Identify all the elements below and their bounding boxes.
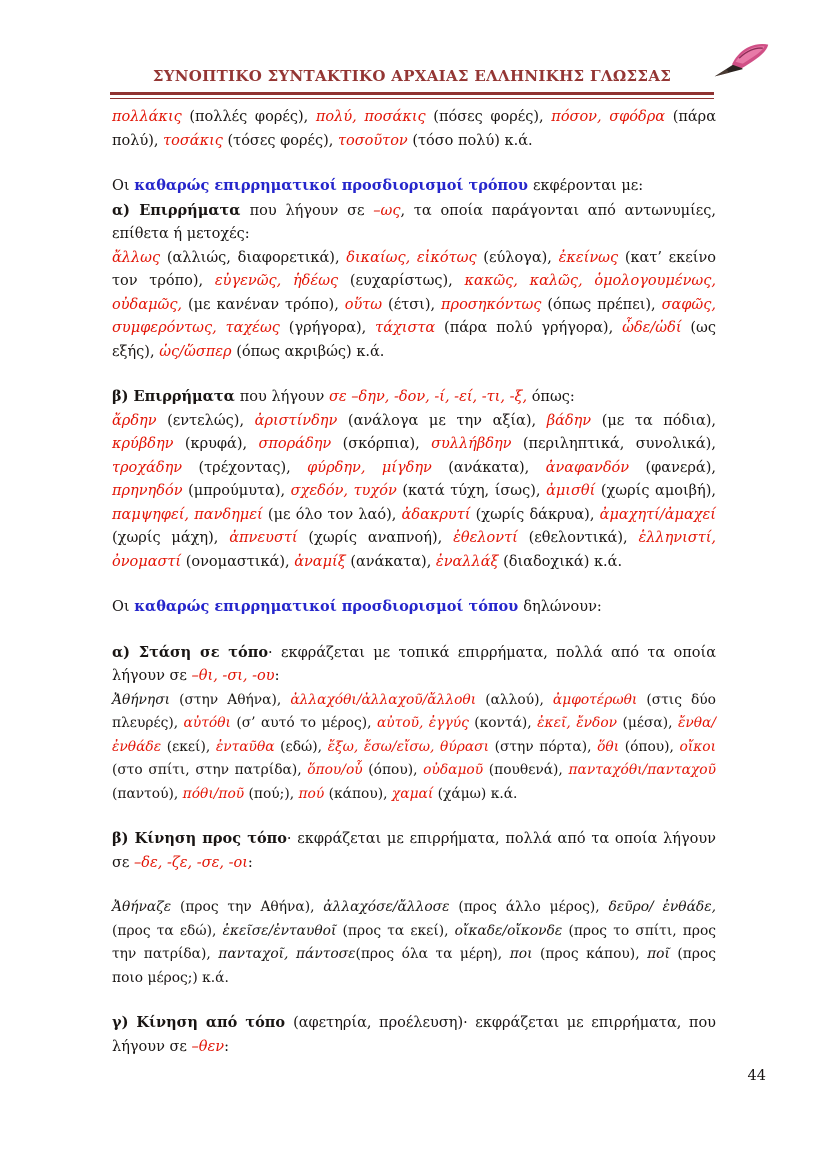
text-run: ἐκείνως [558, 249, 625, 266]
text-run: (με όλο τον λαό), [267, 506, 402, 523]
text-run: ἐκεῖσε/ἐνταυθοῖ [222, 922, 343, 939]
page-header [110, 0, 714, 99]
text-run: τοσοῦτον [337, 132, 413, 149]
text-run: ὡς/ὥσπερ [159, 343, 237, 360]
text-run: τροχάδην [112, 459, 199, 476]
text-run: ἐθελοντί [453, 530, 529, 546]
text-run: (γρήγορα), [288, 320, 376, 336]
text-run: ποῖ [647, 946, 678, 962]
text-run: ποι [509, 946, 540, 962]
text-run: ἀμαχητί/ἀμαχεί [599, 506, 716, 523]
text-run: (όπου), [368, 762, 424, 778]
text-run: (ανάκατα), [350, 553, 436, 570]
text-run: ἀλλαχόσε/ἄλλοσε [323, 899, 459, 915]
text-run: (με κανέναν τρόπο), [187, 296, 345, 313]
text-run: (προς τα εκεί), [342, 922, 455, 939]
text-run: (εκεί), [166, 738, 216, 755]
paragraph [112, 641, 716, 689]
text-run: (προς την Αθήνα), [179, 899, 324, 915]
text-run: Οι [112, 178, 135, 194]
paragraph [112, 106, 716, 153]
paragraph [112, 827, 716, 875]
text-run: –ως [373, 202, 401, 219]
text-run: (χωρίς δάκρυα), [475, 506, 600, 523]
text-run: (στις δύο πλευρές), [112, 691, 716, 731]
text-run: ἀλλαχόθι/ἀλλαχοῦ/ἄλλοθι [290, 691, 486, 708]
text-run: (στην Αθήνα), [179, 691, 291, 708]
text-run: προσηκόντως [441, 296, 548, 313]
text-run: ἀδακρυτί [401, 506, 476, 523]
text-run: (αφετηρία, προέλευση)· εκφράζεται με επιρρήματα, που λήγουν σε [112, 1015, 716, 1055]
text-run: (μέσα), [622, 715, 678, 731]
text-run: (κρυφά), [184, 436, 259, 452]
text-run: –θι, -σι, -ου [191, 668, 275, 684]
text-run: ἑλληνιστί, ὀνομαστί [112, 530, 717, 570]
text-run: ἐκεῖ, ἔνδον [537, 715, 623, 731]
text-run: τοσάκις [163, 132, 228, 149]
text-run: · εκφράζεται με τοπικά επιρρήματα, πολλά από τα οποία λήγουν σε [112, 644, 717, 684]
text-run: ἀμισθί [546, 483, 601, 499]
text-run: δηλώνουν: [523, 599, 602, 615]
text-run: , τα οποία παράγονται από αντωνυμίες, επίθετα ή μετοχές: [112, 202, 717, 242]
text-run: (τρέχοντας), [198, 459, 308, 476]
text-run: εὐγενῶς, ἡδέως [214, 273, 350, 289]
text-run: (ευχαρίστως), [349, 273, 465, 289]
text-run: γ) Κίνηση από τόπο [112, 1014, 294, 1031]
text-run: (κατ’ εκείνο τον τρόπο), [112, 249, 716, 289]
text-run: αὐτόθι [183, 715, 237, 731]
text-run: (προς το σπίτι, προς την πατρίδα), [112, 922, 716, 962]
text-run: (εθελοντικά), [528, 530, 639, 546]
text-run: ἀμφοτέρωθι [552, 691, 647, 708]
text-run: (σ’ αυτό το μέρος), [236, 715, 377, 731]
text-run: (πόσες φορές), [433, 109, 552, 125]
text-run: κρύβδην [112, 436, 185, 452]
text-run: (κοντά), [474, 715, 538, 731]
text-run: (μπρούμυτα), [188, 483, 291, 499]
text-run: (πουθενά), [488, 762, 569, 778]
text-run: ὅθι [597, 738, 625, 755]
text-run: συλλήβδην [431, 436, 523, 452]
text-run: οὐδαμοῦ [423, 762, 489, 778]
text-run: οἴκοι [679, 738, 717, 755]
text-run: εκφέρονται με: [532, 178, 644, 194]
text-run: (παντού), [112, 785, 183, 802]
text-run: (τόσες φορές), [227, 132, 338, 149]
text-run: : [224, 1038, 229, 1055]
text-run: ὧδε/ὡδί [622, 320, 691, 336]
text-run: φύρδην, μίγδην [307, 459, 449, 476]
page-number: 44 [747, 1068, 766, 1084]
text-run: (όπως πρέπει), [547, 296, 662, 313]
text-run: (ως εξής), [112, 320, 716, 360]
text-run: δικαίως, εἰκότως [346, 249, 484, 266]
text-run: Ἀθήναζε [112, 899, 180, 915]
text-run: ἄρδην [112, 412, 168, 429]
text-run: (προς τα εδώ), [112, 922, 223, 939]
text-run: ἐνταῦθα [215, 738, 281, 755]
text-run: α) Στάση σε τόπο [112, 643, 269, 661]
text-run: ἀπνευστί [229, 530, 309, 546]
text-run: (χωρίς αμοιβή), [600, 483, 716, 499]
text-run: (με τα πόδια), [601, 412, 717, 429]
paragraph [112, 385, 716, 410]
text-run: (όπως ακριβώς) κ.ά. [236, 343, 385, 360]
text-run: αὐτοῦ, ἐγγύς [376, 715, 475, 731]
text-run: (ανάκατα), [448, 459, 546, 476]
paragraph [112, 896, 716, 990]
text-run: πανταχοῖ, πάντοσε [218, 946, 356, 962]
text-run: (περιληπτικά, συνολικά), [522, 436, 716, 452]
text-run: που λήγουν [239, 389, 329, 405]
text-run: (φανερά), [645, 459, 716, 476]
text-run: οὕτω [344, 296, 389, 313]
text-run: ὅπου/οὗ [307, 762, 369, 778]
text-run: (προς άλλο μέρος), [458, 899, 609, 915]
text-run: (όπου), [624, 738, 680, 755]
text-run: (χάμω) κ.ά. [437, 785, 518, 802]
text-run: καθαρώς επιρρηματικοί προσδιορισμοί τόπου [134, 598, 524, 615]
text-run: που λήγουν σε [249, 202, 374, 219]
text-run: (στο σπίτι, στην πατρίδα), [112, 762, 308, 778]
paragraph [112, 174, 716, 199]
text-run: κακῶς, καλῶς, ὁμολογουμένως, οὐδαμῶς, [112, 273, 716, 313]
writing-hand-pen-logo-icon [712, 40, 770, 80]
text-run: βάδην [546, 412, 602, 429]
text-run: δεῦρο/ ἐνθάδε, [608, 899, 716, 915]
text-run: οἴκαδε/οἴκονδε [454, 922, 569, 939]
text-run: πόσον, σφόδρα [551, 109, 673, 125]
document-title: ΣΥΝΟΠΤΙΚΟ ΣΥΝΤΑΚΤΙΚΟ ΑΡΧΑΙΑΣ ΕΛΛΗΝΙΚΗΣ ΓΛΩΣΣΑΣ [152, 67, 672, 85]
text-run: ἔνθα/ἐνθάδε [112, 715, 717, 755]
text-run: (αλλιώς, διαφορετικά), [166, 249, 347, 266]
text-run: καθαρώς επιρρηματικοί προσδιορισμοί τρόπου [134, 177, 533, 194]
text-run: (στην πόρτα), [494, 738, 598, 755]
text-run: όπως: [531, 389, 575, 405]
text-run: (έτσι), [388, 296, 442, 313]
paragraph [112, 689, 716, 807]
paragraph [112, 595, 716, 620]
text-run: (ανάλογα με την αξία), [347, 412, 547, 429]
paragraph [112, 199, 716, 247]
text-run: ἄλλως [112, 249, 167, 266]
paragraph [112, 247, 716, 365]
text-run: πρηνηδόν [112, 483, 189, 499]
text-run: (χωρίς μάχη), [112, 530, 230, 546]
text-run: (τόσο πολύ) κ.ά. [412, 132, 533, 149]
text-run: α) Επιρρήματα [112, 201, 250, 219]
text-run: (εδώ), [280, 738, 328, 755]
text-run: : [274, 668, 280, 684]
text-run: ἀναμίξ [294, 553, 351, 570]
text-run: (πάρα πολύ), [112, 109, 716, 149]
text-run: (χωρίς αναπνοή), [308, 530, 454, 546]
text-run: (πολλές φορές), [189, 109, 316, 125]
text-run: πόθι/ποῦ [182, 785, 249, 802]
text-run: πανταχόθι/πανταχοῦ [568, 762, 716, 778]
text-run: –θεν [191, 1038, 225, 1055]
text-run: ἐναλλάξ [435, 553, 504, 570]
paragraph [112, 1011, 716, 1059]
text-run: χαμαί [391, 785, 438, 802]
text-run: (σκόρπια), [342, 436, 432, 452]
text-run: (κατά τύχη, ίσως), [402, 483, 547, 499]
text-run: · εκφράζεται με επιρρήματα, πολλά από τα οποία λήγουν σε [112, 831, 716, 871]
text-run: (διαδοχικά) κ.ά. [503, 553, 623, 570]
text-run: Ἀθήνησι [112, 691, 180, 708]
text-run: (πού;), [248, 785, 299, 802]
text-run: (εύλογα), [483, 249, 559, 266]
text-run: σαφῶς, συμφερόντως, ταχέως [112, 296, 716, 336]
text-run: β) Κίνηση προς τόπο [112, 830, 287, 847]
text-run: πού [298, 785, 329, 802]
text-run: πολύ, ποσάκις [315, 109, 434, 125]
title-row [110, 0, 714, 85]
text-run: πολλάκις [112, 109, 190, 125]
paragraph [112, 410, 716, 575]
text-run: (εντελώς), [167, 412, 255, 429]
text-run: σχεδόν, τυχόν [290, 483, 403, 499]
header-divider [110, 92, 714, 99]
text-run: Οι [112, 599, 135, 615]
text-run: (προς κάπου), [540, 946, 648, 962]
text-run: (κάπου), [328, 785, 392, 802]
text-run: : [247, 854, 253, 871]
text-run: (προς ποιο μέρος;) κ.ά. [112, 946, 716, 986]
text-run: β) Επιρρήματα [112, 388, 240, 405]
document-body [112, 106, 716, 1080]
text-run: ἀριστίνδην [254, 412, 348, 429]
text-run: (πάρα πολύ γρήγορα), [444, 320, 623, 336]
text-run: ἔξω, ἔσω/εἴσω, θύρασι [327, 738, 495, 755]
text-run: σποράδην [258, 436, 343, 452]
text-run: –δε, -ζε, -σε, -οι [134, 854, 248, 871]
text-run: (αλλού), [485, 691, 553, 708]
text-run: (ονομαστικά), [185, 553, 295, 570]
text-run: παμψηφεί, πανδημεί [112, 506, 268, 523]
text-run: σε –δην, -δον, -ί, -εί, -τι, -ξ, [328, 389, 532, 405]
text-run: ἀναφανδόν [545, 459, 646, 476]
text-run: τάχιστα [375, 320, 445, 336]
text-run: (προς όλα τα μέρη), [355, 946, 510, 962]
